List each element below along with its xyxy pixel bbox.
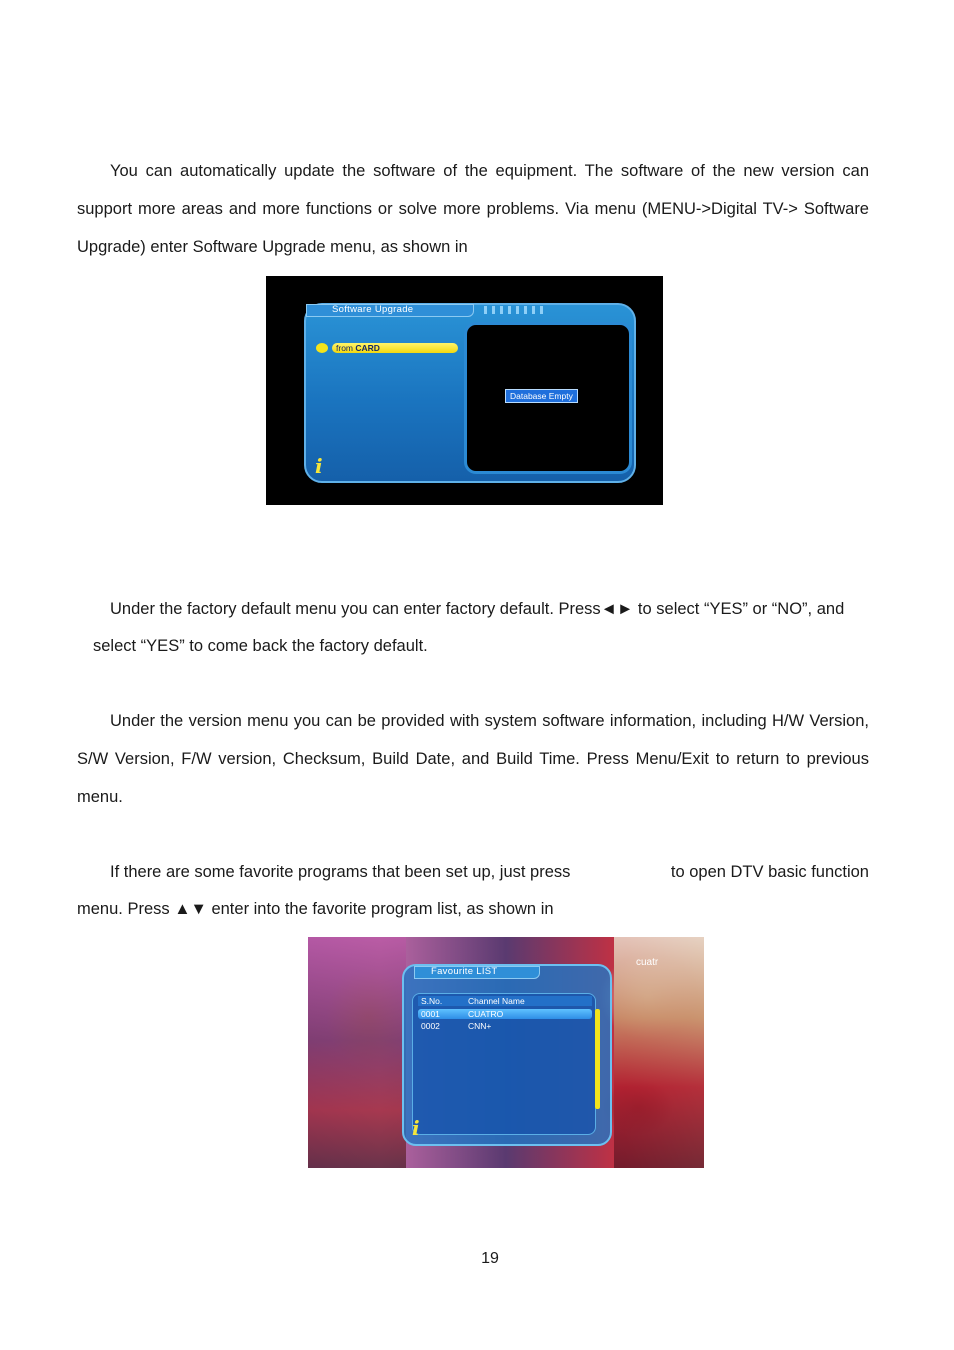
software-upgrade-screenshot (266, 276, 663, 505)
row-sno: 0001 (421, 1009, 440, 1019)
channel-logo: cuatr (636, 957, 659, 968)
favorite-line1-a: If there are some favorite programs that been set up, just press (110, 863, 571, 881)
column-header-sno: S.No. (421, 996, 443, 1006)
factory-default-line1: Under the factory default menu you can enter factory default. Press◄► to select “YES” or “NO”, and (110, 600, 845, 618)
osd-title: Software Upgrade (332, 304, 414, 315)
factory-default-line2: select “YES” to come back the factory default. (93, 637, 428, 655)
favorite-line1-b: to open DTV basic function (670, 863, 869, 881)
favourite-list-screenshot (308, 937, 704, 1168)
osd-title: Favourite LIST (431, 966, 498, 977)
version-paragraph: Under the version menu you can be provided with system software information, including H/W Version, S/W Version, F/W version, Checksum, Build Date, and Build Time. Press Menu/Exit to return to previous menu. (77, 712, 869, 806)
scrollbar-thumb[interactable] (595, 1009, 600, 1109)
row-channel-name: CUATRO (468, 1009, 504, 1019)
column-header-channel-name: Channel Name (468, 996, 525, 1006)
table-row-selected[interactable] (418, 1009, 592, 1019)
background-audience-right (614, 937, 704, 1168)
background-audience-left (308, 937, 406, 1168)
info-icon: i (412, 1116, 420, 1140)
menu-item-from-card-label: from CARD (336, 343, 380, 353)
row-channel-name[interactable]: CNN+ (468, 1021, 492, 1031)
selection-bullet-icon (316, 343, 328, 353)
favorite-line2: menu. Press ▲▼ enter into the favorite program list, as shown in (77, 900, 554, 918)
osd-tick-marks (484, 306, 543, 314)
software-upgrade-paragraph: You can automatically update the software of the equipment. The software of the new version can support more areas and more functions or solve more problems. Via menu (MENU->Digital TV-> Software Upgrade) enter Software Upgrade menu, as shown in (77, 162, 869, 256)
page-number: 19 (481, 1250, 499, 1267)
info-icon: i (315, 454, 323, 478)
row-sno: 0002 (421, 1021, 440, 1031)
database-status-badge: Database Empty (505, 389, 578, 403)
